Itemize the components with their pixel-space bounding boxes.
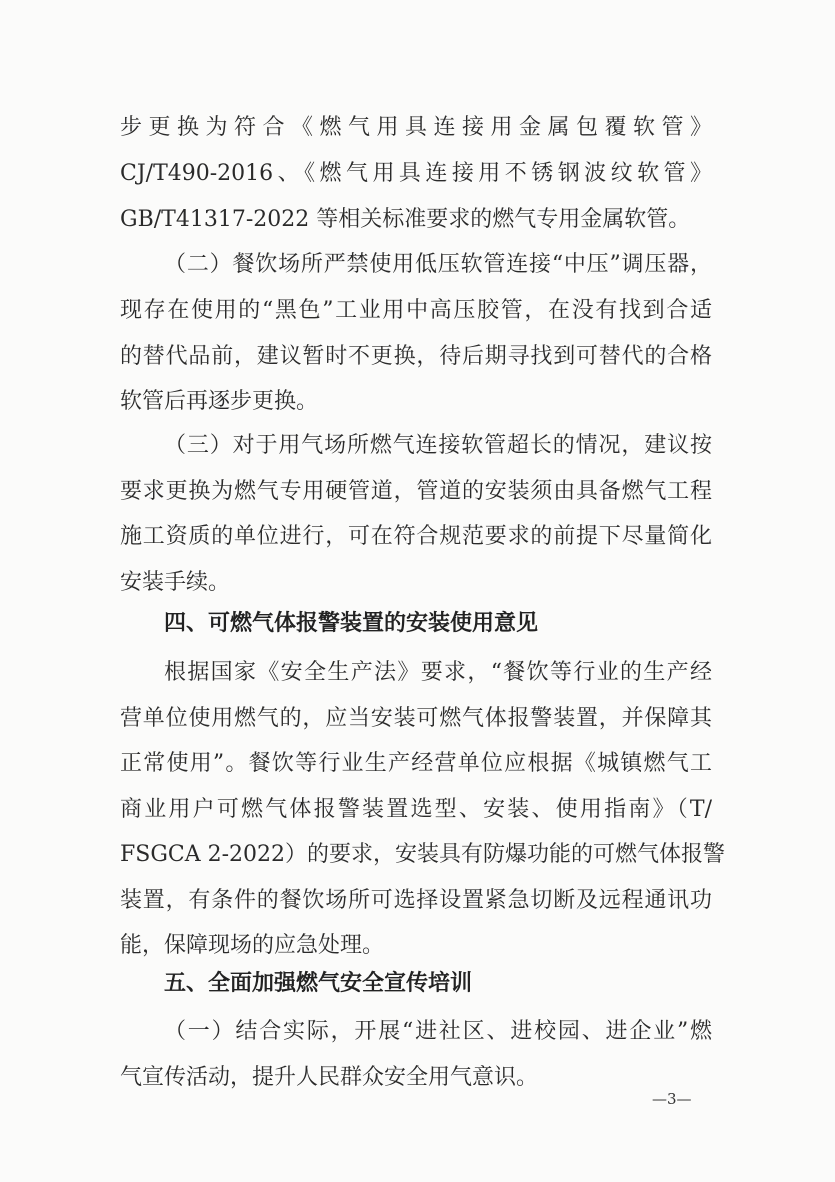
text-line: 软管后再逐步更换。 [120, 389, 319, 414]
text-line: FSGCA 2-2022）的要求，安装具有防爆功能的可燃气体报警 [120, 842, 726, 867]
text-line: 商业用户可燃气体报警装置选型、安装、使用指南》（T/ [120, 797, 712, 822]
text-line: 正常使用”。餐饮等行业生产经营单位应根据《城镇燃气工 [120, 751, 712, 776]
text-line: 要求更换为燃气专用硬管道，管道的安装须由具备燃气工程 [120, 479, 712, 504]
text-line: GB/T41317-2022 等相关标准要求的燃气专用金属软管。 [120, 207, 691, 232]
section-heading-4: 四、可燃气体报警装置的安装使用意见 [164, 611, 539, 636]
text-line: （一）结合实际，开展“进社区、进校园、进企业”燃 [164, 1019, 712, 1044]
text-line: 施工资质的单位进行，可在符合规范要求的前提下尽量简化 [120, 524, 712, 549]
text-line: （三）对于用气场所燃气连接软管超长的情况，建议按 [164, 433, 712, 458]
text-line: 安装手续。 [120, 570, 231, 595]
text-line: 能，保障现场的应急处理。 [120, 933, 385, 958]
text-line: 气宣传活动，提升人民群众安全用气意识。 [120, 1065, 539, 1090]
text-line: （二）餐饮场所严禁使用低压软管连接“中压”调压器， [164, 252, 712, 277]
text-line: 装置，有条件的餐饮场所可选择设置紧急切断及远程通讯功 [120, 888, 712, 913]
text-line: 根据国家《安全生产法》要求，“餐饮等行业的生产经 [164, 660, 712, 685]
text-line: 步更换为符合《燃气用具连接用金属包覆软管》 [120, 115, 712, 140]
text-line: 现存在使用的“黑色”工业用中高压胶管，在没有找到合适 [120, 298, 712, 323]
section-heading-5: 五、全面加强燃气安全宣传培训 [164, 971, 473, 996]
text-line: CJ/T490-2016、《燃气用具连接用不锈钢波纹软管》 [120, 161, 712, 186]
text-line: 营单位使用燃气的，应当安装可燃气体报警装置，并保障其 [120, 706, 712, 731]
page-number: —3— [652, 1090, 692, 1108]
text-line: 的替代品前，建议暂时不更换，待后期寻找到可替代的合格 [120, 344, 712, 369]
